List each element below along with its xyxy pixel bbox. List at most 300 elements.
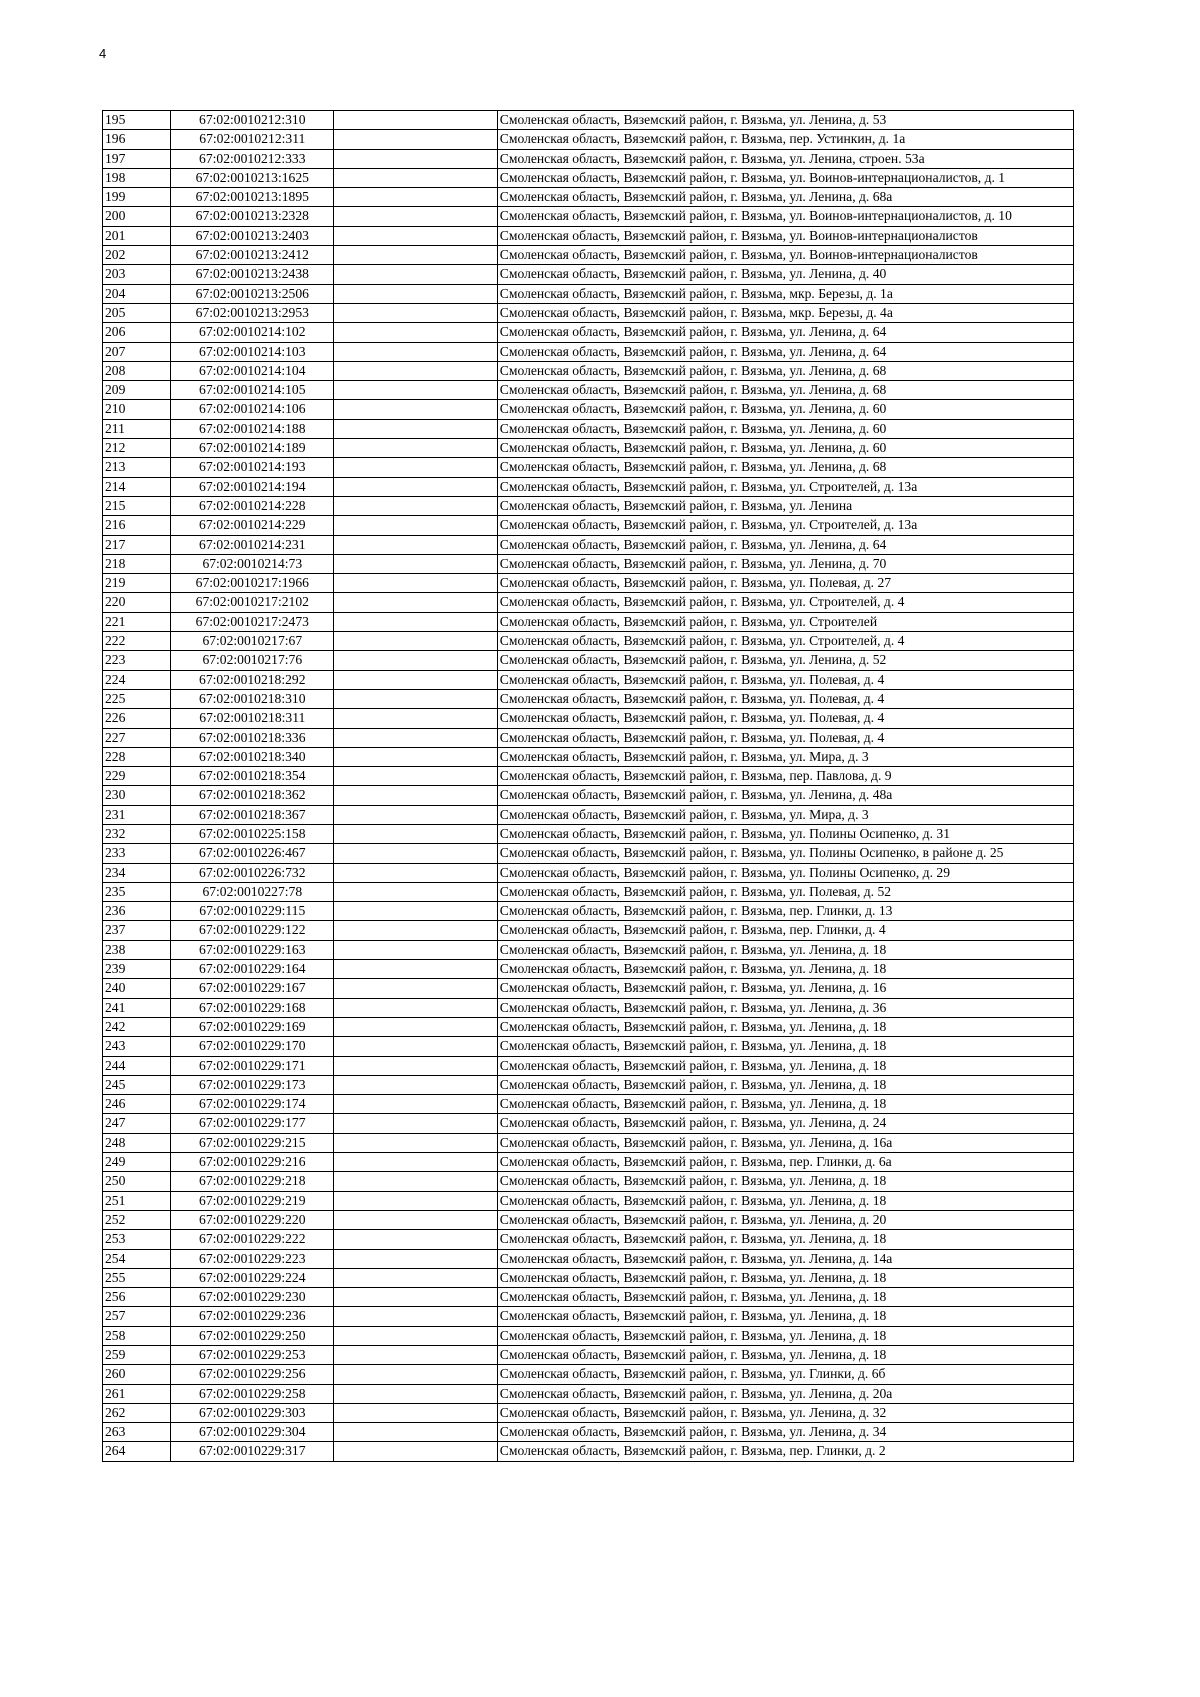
address-cell: Смоленская область, Вяземский район, г. Вязьма, ул. Ленина, д. 20а — [497, 1384, 1073, 1403]
address-cell: Смоленская область, Вяземский район, г. Вязьма, ул. Ленина, д. 68 — [497, 381, 1073, 400]
table-row — [103, 1268, 1074, 1287]
row-number: 262 — [103, 1403, 171, 1422]
row-number: 244 — [103, 1056, 171, 1075]
empty-cell — [334, 1326, 497, 1345]
row-number: 259 — [103, 1346, 171, 1365]
address-cell: Смоленская область, Вяземский район, г. Вязьма, ул. Строителей, д. 4 — [497, 632, 1073, 651]
cadastral-number: 67:02:0010212:333 — [171, 149, 334, 168]
empty-cell — [334, 1230, 497, 1249]
address-cell: Смоленская область, Вяземский район, г. Вязьма, мкр. Березы, д. 1а — [497, 284, 1073, 303]
empty-cell — [334, 554, 497, 573]
cadastral-number: 67:02:0010226:467 — [171, 844, 334, 863]
table-row — [103, 960, 1074, 979]
table-row — [103, 381, 1074, 400]
empty-cell — [334, 323, 497, 342]
cadastral-number: 67:02:0010229:223 — [171, 1249, 334, 1268]
row-number: 236 — [103, 902, 171, 921]
row-number: 204 — [103, 284, 171, 303]
row-number: 199 — [103, 188, 171, 207]
table-row — [103, 284, 1074, 303]
row-number: 255 — [103, 1268, 171, 1287]
table-row — [103, 1403, 1074, 1422]
cadastral-number: 67:02:0010214:105 — [171, 381, 334, 400]
row-number: 252 — [103, 1210, 171, 1229]
row-number: 248 — [103, 1133, 171, 1152]
cadastral-number: 67:02:0010229:215 — [171, 1133, 334, 1152]
address-cell: Смоленская область, Вяземский район, г. Вязьма, ул. Полевая, д. 27 — [497, 574, 1073, 593]
empty-cell — [334, 188, 497, 207]
cadastral-number: 67:02:0010229:164 — [171, 960, 334, 979]
cadastral-number: 67:02:0010214:104 — [171, 361, 334, 380]
table-row — [103, 612, 1074, 631]
row-number: 228 — [103, 747, 171, 766]
empty-cell — [334, 458, 497, 477]
table-row — [103, 130, 1074, 149]
empty-cell — [334, 342, 497, 361]
table-row — [103, 632, 1074, 651]
row-number: 263 — [103, 1423, 171, 1442]
address-cell: Смоленская область, Вяземский район, г. Вязьма, ул. Ленина, д. 48а — [497, 786, 1073, 805]
cadastral-number: 67:02:0010212:310 — [171, 111, 334, 130]
table-row — [103, 1365, 1074, 1384]
address-cell: Смоленская область, Вяземский район, г. Вязьма, ул. Полевая, д. 4 — [497, 670, 1073, 689]
row-number: 198 — [103, 168, 171, 187]
empty-cell — [334, 709, 497, 728]
address-cell: Смоленская область, Вяземский район, г. Вязьма, ул. Ленина — [497, 496, 1073, 515]
table-row — [103, 593, 1074, 612]
table-row — [103, 1114, 1074, 1133]
table-row — [103, 361, 1074, 380]
empty-cell — [334, 439, 497, 458]
cadastral-number: 67:02:0010217:67 — [171, 632, 334, 651]
table-row — [103, 574, 1074, 593]
row-number: 242 — [103, 1017, 171, 1036]
cadastral-number: 67:02:0010214:194 — [171, 477, 334, 496]
row-number: 222 — [103, 632, 171, 651]
cadastral-number: 67:02:0010218:336 — [171, 728, 334, 747]
address-cell: Смоленская область, Вяземский район, г. Вязьма, ул. Ленина, д. 34 — [497, 1423, 1073, 1442]
empty-cell — [334, 689, 497, 708]
address-cell: Смоленская область, Вяземский район, г. Вязьма, ул. Ленина, д. 20 — [497, 1210, 1073, 1229]
empty-cell — [334, 516, 497, 535]
address-cell: Смоленская область, Вяземский район, г. Вязьма, ул. Мира, д. 3 — [497, 747, 1073, 766]
table-row — [103, 516, 1074, 535]
table-row — [103, 709, 1074, 728]
cadastral-number: 67:02:0010213:2412 — [171, 246, 334, 265]
empty-cell — [334, 921, 497, 940]
row-number: 232 — [103, 824, 171, 843]
row-number: 217 — [103, 535, 171, 554]
cadastral-number: 67:02:0010229:163 — [171, 940, 334, 959]
cadastral-number: 67:02:0010213:1895 — [171, 188, 334, 207]
empty-cell — [334, 1403, 497, 1422]
cadastral-number: 67:02:0010225:158 — [171, 824, 334, 843]
row-number: 250 — [103, 1172, 171, 1191]
empty-cell — [334, 979, 497, 998]
table-row — [103, 1288, 1074, 1307]
row-number: 261 — [103, 1384, 171, 1403]
empty-cell — [334, 1423, 497, 1442]
row-number: 233 — [103, 844, 171, 863]
table-row — [103, 728, 1074, 747]
row-number: 197 — [103, 149, 171, 168]
table-row — [103, 323, 1074, 342]
address-cell: Смоленская область, Вяземский район, г. Вязьма, ул. Полевая, д. 4 — [497, 709, 1073, 728]
row-number: 223 — [103, 651, 171, 670]
empty-cell — [334, 786, 497, 805]
table-body — [103, 111, 1074, 1462]
table-row — [103, 1346, 1074, 1365]
cadastral-number: 67:02:0010229:169 — [171, 1017, 334, 1036]
empty-cell — [334, 1191, 497, 1210]
empty-cell — [334, 1365, 497, 1384]
empty-cell — [334, 767, 497, 786]
cadastral-number: 67:02:0010229:177 — [171, 1114, 334, 1133]
row-number: 219 — [103, 574, 171, 593]
empty-cell — [334, 632, 497, 651]
address-cell: Смоленская область, Вяземский район, г. Вязьма, ул. Глинки, д. 6б — [497, 1365, 1073, 1384]
empty-cell — [334, 284, 497, 303]
address-cell: Смоленская область, Вяземский район, г. Вязьма, пер. Глинки, д. 4 — [497, 921, 1073, 940]
address-cell: Смоленская область, Вяземский район, г. Вязьма, ул. Строителей, д. 13а — [497, 516, 1073, 535]
cadastral-number: 67:02:0010229:304 — [171, 1423, 334, 1442]
address-cell: Смоленская область, Вяземский район, г. Вязьма, ул. Ленина, д. 18 — [497, 1191, 1073, 1210]
table-row — [103, 1230, 1074, 1249]
cadastral-number: 67:02:0010214:103 — [171, 342, 334, 361]
address-cell: Смоленская область, Вяземский район, г. Вязьма, ул. Ленина, д. 18 — [497, 1017, 1073, 1036]
empty-cell — [334, 265, 497, 284]
cadastral-number: 67:02:0010213:1625 — [171, 168, 334, 187]
table-row — [103, 767, 1074, 786]
empty-cell — [334, 844, 497, 863]
address-cell: Смоленская область, Вяземский район, г. Вязьма, ул. Ленина, д. 60 — [497, 400, 1073, 419]
address-cell: Смоленская область, Вяземский район, г. Вязьма, ул. Ленина, д. 64 — [497, 535, 1073, 554]
address-cell: Смоленская область, Вяземский район, г. Вязьма, ул. Ленина, д. 18 — [497, 940, 1073, 959]
empty-cell — [334, 1017, 497, 1036]
address-cell: Смоленская область, Вяземский район, г. Вязьма, ул. Ленина, д. 32 — [497, 1403, 1073, 1422]
empty-cell — [334, 747, 497, 766]
address-cell: Смоленская область, Вяземский район, г. Вязьма, ул. Ленина, д. 68 — [497, 458, 1073, 477]
empty-cell — [334, 1288, 497, 1307]
row-number: 224 — [103, 670, 171, 689]
empty-cell — [334, 1114, 497, 1133]
cadastral-number: 67:02:0010218:292 — [171, 670, 334, 689]
address-cell: Смоленская область, Вяземский район, г. Вязьма, ул. Полины Осипенко, в районе д. 25 — [497, 844, 1073, 863]
row-number: 209 — [103, 381, 171, 400]
row-number: 240 — [103, 979, 171, 998]
cadastral-number: 67:02:0010213:2506 — [171, 284, 334, 303]
empty-cell — [334, 882, 497, 901]
empty-cell — [334, 1075, 497, 1094]
cadastral-number: 67:02:0010214:102 — [171, 323, 334, 342]
address-cell: Смоленская область, Вяземский район, г. Вязьма, ул. Воинов-интернационалистов, д. 10 — [497, 207, 1073, 226]
row-number: 260 — [103, 1365, 171, 1384]
empty-cell — [334, 149, 497, 168]
address-cell: Смоленская область, Вяземский район, г. Вязьма, мкр. Березы, д. 4а — [497, 303, 1073, 322]
table-row — [103, 1442, 1074, 1461]
table-row — [103, 1307, 1074, 1326]
empty-cell — [334, 1172, 497, 1191]
address-cell: Смоленская область, Вяземский район, г. Вязьма, ул. Ленина, д. 18 — [497, 1326, 1073, 1345]
table-row — [103, 265, 1074, 284]
address-cell: Смоленская область, Вяземский район, г. Вязьма, ул. Полевая, д. 4 — [497, 728, 1073, 747]
address-cell: Смоленская область, Вяземский район, г. Вязьма, ул. Ленина, д. 70 — [497, 554, 1073, 573]
table-row — [103, 246, 1074, 265]
address-cell: Смоленская область, Вяземский район, г. Вязьма, пер. Устинкин, д. 1а — [497, 130, 1073, 149]
cadastral-number: 67:02:0010229:115 — [171, 902, 334, 921]
address-cell: Смоленская область, Вяземский район, г. Вязьма, ул. Ленина, д. 64 — [497, 342, 1073, 361]
cadastral-number: 67:02:0010229:219 — [171, 1191, 334, 1210]
address-cell: Смоленская область, Вяземский район, г. Вязьма, пер. Глинки, д. 2 — [497, 1442, 1073, 1461]
empty-cell — [334, 960, 497, 979]
address-cell: Смоленская область, Вяземский район, г. Вязьма, ул. Строителей — [497, 612, 1073, 631]
cadastral-number: 67:02:0010227:78 — [171, 882, 334, 901]
row-number: 220 — [103, 593, 171, 612]
address-cell: Смоленская область, Вяземский район, г. Вязьма, пер. Павлова, д. 9 — [497, 767, 1073, 786]
row-number: 216 — [103, 516, 171, 535]
row-number: 235 — [103, 882, 171, 901]
row-number: 253 — [103, 1230, 171, 1249]
cadastral-number: 67:02:0010229:250 — [171, 1326, 334, 1345]
address-cell: Смоленская область, Вяземский район, г. Вязьма, ул. Ленина, д. 68 — [497, 361, 1073, 380]
table-row — [103, 149, 1074, 168]
table-row — [103, 1210, 1074, 1229]
table-row — [103, 226, 1074, 245]
row-number: 207 — [103, 342, 171, 361]
address-cell: Смоленская область, Вяземский район, г. Вязьма, ул. Ленина, д. 18 — [497, 1037, 1073, 1056]
table-row — [103, 400, 1074, 419]
address-cell: Смоленская область, Вяземский район, г. Вязьма, пер. Глинки, д. 13 — [497, 902, 1073, 921]
empty-cell — [334, 496, 497, 515]
cadastral-number: 67:02:0010214:228 — [171, 496, 334, 515]
table-row — [103, 786, 1074, 805]
empty-cell — [334, 361, 497, 380]
empty-cell — [334, 400, 497, 419]
address-cell: Смоленская область, Вяземский район, г. Вязьма, ул. Строителей, д. 13а — [497, 477, 1073, 496]
cadastral-number: 67:02:0010229:170 — [171, 1037, 334, 1056]
table-row — [103, 844, 1074, 863]
cadastral-number: 67:02:0010214:189 — [171, 439, 334, 458]
empty-cell — [334, 612, 497, 631]
table-row — [103, 554, 1074, 573]
address-cell: Смоленская область, Вяземский район, г. Вязьма, пер. Глинки, д. 6а — [497, 1153, 1073, 1172]
table-row — [103, 979, 1074, 998]
address-cell: Смоленская область, Вяземский район, г. Вязьма, ул. Ленина, строен. 53а — [497, 149, 1073, 168]
table-row — [103, 303, 1074, 322]
page-number: 4 — [99, 46, 107, 61]
row-number: 241 — [103, 998, 171, 1017]
row-number: 213 — [103, 458, 171, 477]
address-cell: Смоленская область, Вяземский район, г. Вязьма, ул. Ленина, д. 18 — [497, 1230, 1073, 1249]
row-number: 239 — [103, 960, 171, 979]
address-cell: Смоленская область, Вяземский район, г. Вязьма, ул. Ленина, д. 60 — [497, 439, 1073, 458]
row-number: 256 — [103, 1288, 171, 1307]
row-number: 246 — [103, 1095, 171, 1114]
row-number: 243 — [103, 1037, 171, 1056]
cadastral-number: 67:02:0010212:311 — [171, 130, 334, 149]
table-row — [103, 1384, 1074, 1403]
row-number: 221 — [103, 612, 171, 631]
table-row — [103, 439, 1074, 458]
row-number: 254 — [103, 1249, 171, 1268]
empty-cell — [334, 1133, 497, 1152]
address-cell: Смоленская область, Вяземский район, г. Вязьма, ул. Ленина, д. 18 — [497, 1056, 1073, 1075]
cadastral-number: 67:02:0010214:231 — [171, 535, 334, 554]
table-row — [103, 1423, 1074, 1442]
table-row — [103, 689, 1074, 708]
cadastral-number: 67:02:0010229:220 — [171, 1210, 334, 1229]
address-cell: Смоленская область, Вяземский район, г. Вязьма, ул. Ленина, д. 16 — [497, 979, 1073, 998]
cadastral-number: 67:02:0010218:362 — [171, 786, 334, 805]
table-row — [103, 458, 1074, 477]
table-row — [103, 1037, 1074, 1056]
row-number: 195 — [103, 111, 171, 130]
empty-cell — [334, 651, 497, 670]
cadastral-number: 67:02:0010214:188 — [171, 419, 334, 438]
cadastral-number: 67:02:0010229:224 — [171, 1268, 334, 1287]
address-cell: Смоленская область, Вяземский район, г. Вязьма, ул. Ленина, д. 24 — [497, 1114, 1073, 1133]
cadastral-number: 67:02:0010218:354 — [171, 767, 334, 786]
empty-cell — [334, 998, 497, 1017]
empty-cell — [334, 1210, 497, 1229]
row-number: 200 — [103, 207, 171, 226]
empty-cell — [334, 1249, 497, 1268]
cadastral-number: 67:02:0010217:2102 — [171, 593, 334, 612]
row-number: 214 — [103, 477, 171, 496]
table-row — [103, 1075, 1074, 1094]
address-cell: Смоленская область, Вяземский район, г. Вязьма, ул. Ленина, д. 16а — [497, 1133, 1073, 1152]
address-cell: Смоленская область, Вяземский район, г. Вязьма, ул. Ленина, д. 18 — [497, 960, 1073, 979]
empty-cell — [334, 593, 497, 612]
table-row — [103, 342, 1074, 361]
cadastral-number: 67:02:0010229:253 — [171, 1346, 334, 1365]
row-number: 211 — [103, 419, 171, 438]
empty-cell — [334, 574, 497, 593]
cadastral-number: 67:02:0010229:317 — [171, 1442, 334, 1461]
table-row — [103, 1095, 1074, 1114]
table-row — [103, 651, 1074, 670]
empty-cell — [334, 670, 497, 689]
table-row — [103, 670, 1074, 689]
empty-cell — [334, 1037, 497, 1056]
table-row — [103, 1326, 1074, 1345]
address-cell: Смоленская область, Вяземский район, г. Вязьма, ул. Строителей, д. 4 — [497, 593, 1073, 612]
table-row — [103, 111, 1074, 130]
table-row — [103, 535, 1074, 554]
table-row — [103, 902, 1074, 921]
cadastral-number: 67:02:0010229:256 — [171, 1365, 334, 1384]
table-row — [103, 1153, 1074, 1172]
address-cell: Смоленская область, Вяземский район, г. Вязьма, ул. Ленина, д. 18 — [497, 1307, 1073, 1326]
empty-cell — [334, 111, 497, 130]
table-row — [103, 863, 1074, 882]
row-number: 237 — [103, 921, 171, 940]
address-cell: Смоленская область, Вяземский район, г. Вязьма, ул. Воинов-интернационалистов — [497, 226, 1073, 245]
cadastral-number: 67:02:0010229:168 — [171, 998, 334, 1017]
address-cell: Смоленская область, Вяземский район, г. Вязьма, ул. Ленина, д. 53 — [497, 111, 1073, 130]
empty-cell — [334, 1153, 497, 1172]
table-row — [103, 805, 1074, 824]
row-number: 218 — [103, 554, 171, 573]
cadastral-number: 67:02:0010229:171 — [171, 1056, 334, 1075]
empty-cell — [334, 130, 497, 149]
table-row — [103, 496, 1074, 515]
cadastral-number: 67:02:0010218:340 — [171, 747, 334, 766]
address-cell: Смоленская область, Вяземский район, г. Вязьма, ул. Полины Осипенко, д. 29 — [497, 863, 1073, 882]
cadastral-number: 67:02:0010229:122 — [171, 921, 334, 940]
row-number: 206 — [103, 323, 171, 342]
land-plot-table — [102, 110, 1074, 1462]
address-cell: Смоленская область, Вяземский район, г. Вязьма, ул. Ленина, д. 18 — [497, 1075, 1073, 1094]
address-cell: Смоленская область, Вяземский район, г. Вязьма, ул. Ленина, д. 18 — [497, 1346, 1073, 1365]
table-row — [103, 168, 1074, 187]
address-cell: Смоленская область, Вяземский район, г. Вязьма, ул. Ленина, д. 52 — [497, 651, 1073, 670]
cadastral-number: 67:02:0010218:311 — [171, 709, 334, 728]
row-number: 201 — [103, 226, 171, 245]
row-number: 203 — [103, 265, 171, 284]
row-number: 205 — [103, 303, 171, 322]
row-number: 251 — [103, 1191, 171, 1210]
cadastral-number: 67:02:0010229:174 — [171, 1095, 334, 1114]
empty-cell — [334, 226, 497, 245]
row-number: 238 — [103, 940, 171, 959]
empty-cell — [334, 1095, 497, 1114]
empty-cell — [334, 1384, 497, 1403]
empty-cell — [334, 1056, 497, 1075]
row-number: 245 — [103, 1075, 171, 1094]
empty-cell — [334, 168, 497, 187]
row-number: 230 — [103, 786, 171, 805]
row-number: 229 — [103, 767, 171, 786]
table-row — [103, 1017, 1074, 1036]
table-row — [103, 940, 1074, 959]
address-cell: Смоленская область, Вяземский район, г. Вязьма, ул. Мира, д. 3 — [497, 805, 1073, 824]
address-cell: Смоленская область, Вяземский район, г. Вязьма, ул. Ленина, д. 18 — [497, 1268, 1073, 1287]
table-row — [103, 188, 1074, 207]
address-cell: Смоленская область, Вяземский район, г. Вязьма, ул. Ленина, д. 18 — [497, 1172, 1073, 1191]
cadastral-number: 67:02:0010214:106 — [171, 400, 334, 419]
row-number: 231 — [103, 805, 171, 824]
address-cell: Смоленская область, Вяземский район, г. Вязьма, ул. Ленина, д. 60 — [497, 419, 1073, 438]
address-cell: Смоленская область, Вяземский район, г. Вязьма, ул. Полевая, д. 4 — [497, 689, 1073, 708]
address-cell: Смоленская область, Вяземский район, г. Вязьма, ул. Ленина, д. 14а — [497, 1249, 1073, 1268]
cadastral-number: 67:02:0010229:216 — [171, 1153, 334, 1172]
row-number: 202 — [103, 246, 171, 265]
cadastral-number: 67:02:0010218:367 — [171, 805, 334, 824]
row-number: 208 — [103, 361, 171, 380]
cadastral-number: 67:02:0010217:76 — [171, 651, 334, 670]
row-number: 212 — [103, 439, 171, 458]
address-cell: Смоленская область, Вяземский район, г. Вязьма, ул. Ленина, д. 68а — [497, 188, 1073, 207]
empty-cell — [334, 303, 497, 322]
table-row — [103, 882, 1074, 901]
table-row — [103, 1056, 1074, 1075]
address-cell: Смоленская область, Вяземский район, г. Вязьма, ул. Ленина, д. 18 — [497, 1288, 1073, 1307]
cadastral-number: 67:02:0010214:73 — [171, 554, 334, 573]
empty-cell — [334, 207, 497, 226]
table-row — [103, 824, 1074, 843]
cadastral-number: 67:02:0010229:303 — [171, 1403, 334, 1422]
cadastral-number: 67:02:0010218:310 — [171, 689, 334, 708]
empty-cell — [334, 246, 497, 265]
cadastral-number: 67:02:0010229:230 — [171, 1288, 334, 1307]
address-cell: Смоленская область, Вяземский район, г. Вязьма, ул. Полевая, д. 52 — [497, 882, 1073, 901]
empty-cell — [334, 477, 497, 496]
address-cell: Смоленская область, Вяземский район, г. Вязьма, ул. Воинов-интернационалистов — [497, 246, 1073, 265]
empty-cell — [334, 728, 497, 747]
empty-cell — [334, 1307, 497, 1326]
address-cell: Смоленская область, Вяземский район, г. Вязьма, ул. Полины Осипенко, д. 31 — [497, 824, 1073, 843]
